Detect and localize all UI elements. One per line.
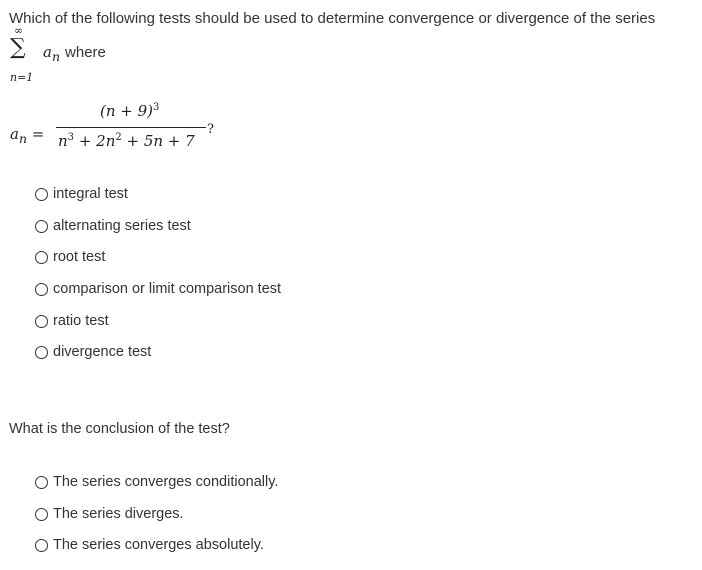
radio-icon[interactable]	[35, 508, 48, 521]
formula-lhs: $a_n$ =	[10, 125, 45, 146]
option-label: root test	[53, 249, 106, 265]
radio-icon[interactable]	[35, 188, 48, 201]
option-label: The series converges conditionally.	[53, 474, 279, 490]
radio-icon[interactable]	[35, 220, 48, 233]
series-term-a: a	[43, 43, 52, 61]
option-integral-test[interactable]	[35, 186, 128, 202]
option-label: The series diverges.	[53, 506, 184, 522]
radio-icon[interactable]	[35, 283, 48, 296]
sigma-symbol: ∑	[10, 35, 26, 60]
series-term	[43, 43, 106, 64]
conclusion-question: What is the conclusion of the test?	[9, 421, 230, 437]
option-label: divergence test	[53, 344, 152, 360]
option-diverges[interactable]	[35, 506, 184, 522]
sum-lower-limit: n=1	[10, 71, 34, 84]
series-term-sub: n	[51, 49, 61, 64]
option-label: ratio test	[53, 313, 109, 329]
option-converges-conditionally[interactable]	[35, 474, 278, 490]
question-text: Which of the following tests should be used to determine convergence or divergence of the series	[9, 10, 656, 27]
radio-icon[interactable]	[35, 251, 48, 264]
formula-numerator: $(n + 9)^3$	[100, 102, 160, 120]
sum-upper-limit: ∞	[14, 24, 24, 37]
fraction-bar	[56, 127, 206, 128]
option-label: integral test	[53, 186, 128, 202]
formula-denominator: $n^3 + 2n^2 + 5n + 7$	[58, 132, 195, 150]
option-label: comparison or limit comparison test	[53, 281, 282, 297]
radio-icon[interactable]	[35, 346, 48, 359]
option-divergence-test[interactable]	[35, 344, 151, 360]
option-converges-absolutely[interactable]	[35, 537, 264, 553]
option-alternating-series-test[interactable]	[35, 218, 191, 234]
radio-icon[interactable]	[35, 315, 48, 328]
option-label: The series converges absolutely.	[53, 537, 264, 553]
option-label: alternating series test	[53, 218, 191, 234]
option-root-test[interactable]	[35, 249, 105, 265]
formula-question-mark: ?	[207, 122, 214, 137]
radio-icon[interactable]	[35, 539, 48, 552]
radio-icon[interactable]	[35, 476, 48, 489]
option-comparison-test[interactable]	[35, 281, 281, 297]
option-ratio-test[interactable]	[35, 313, 109, 329]
where-label: where	[65, 44, 106, 61]
